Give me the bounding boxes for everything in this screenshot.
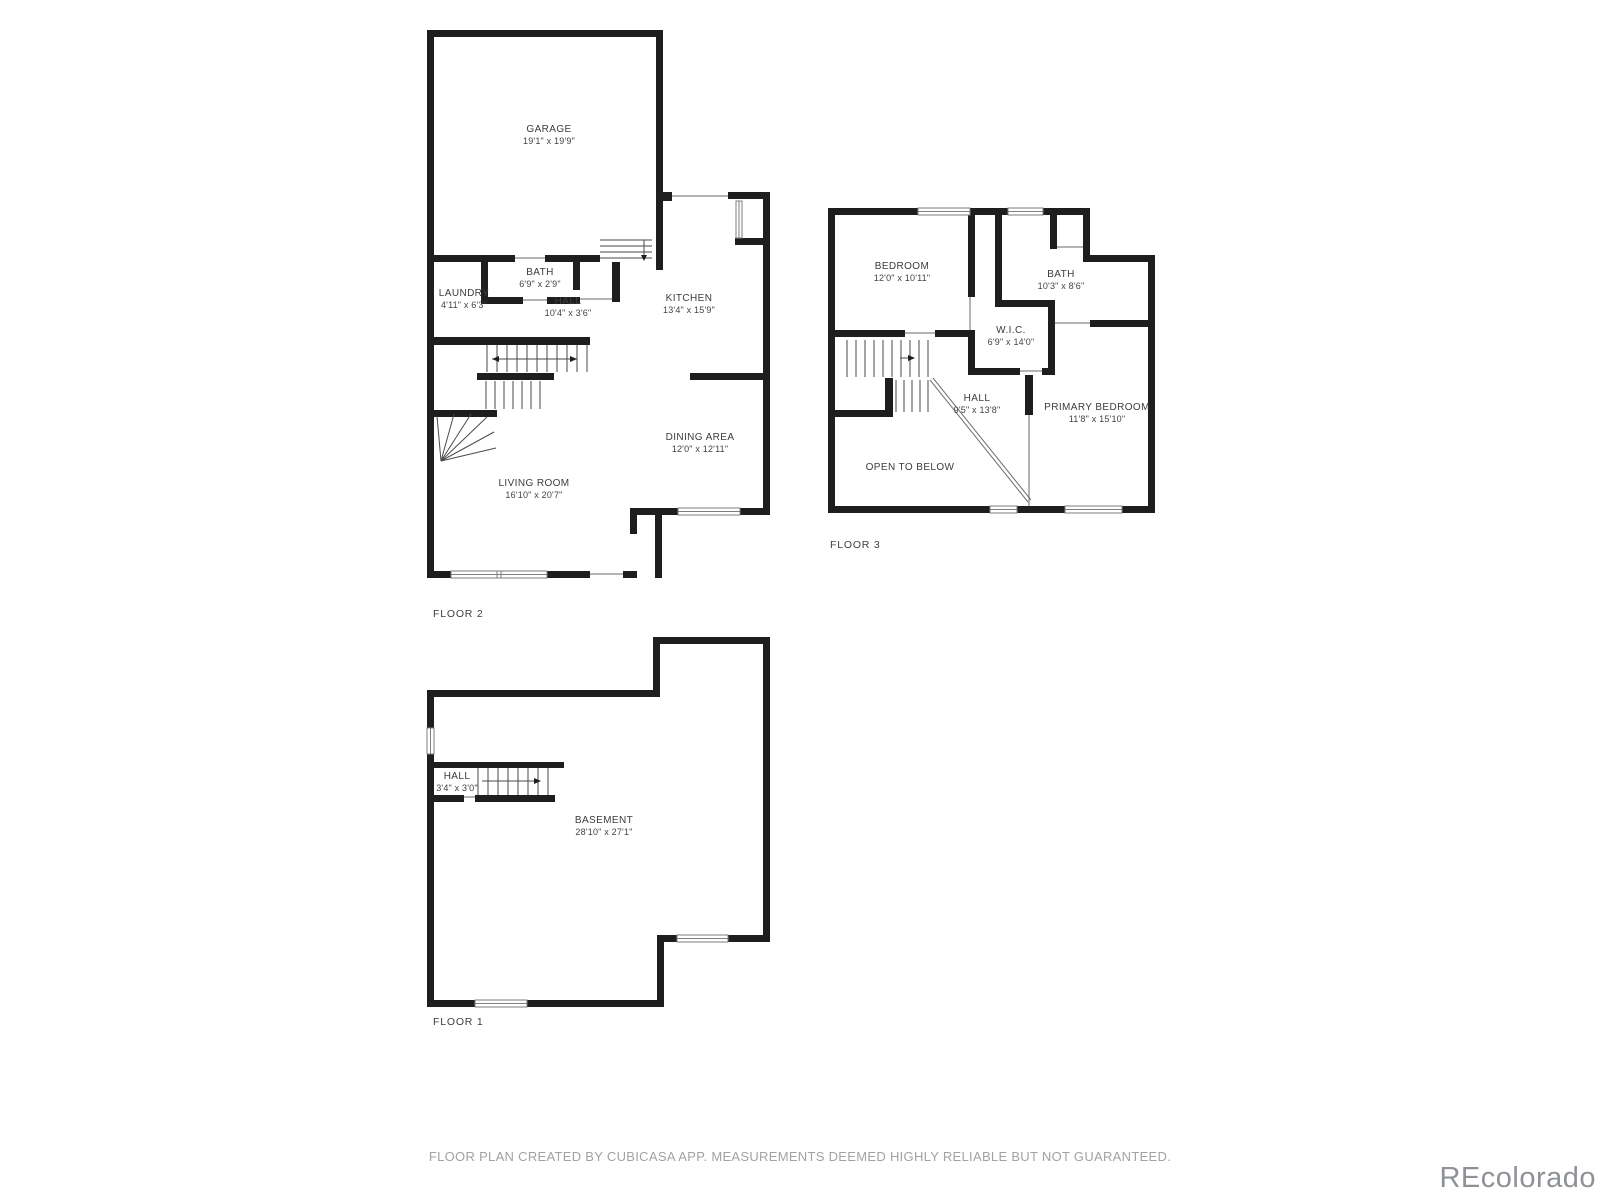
watermark-recolorado: REcolorado <box>1439 1162 1596 1194</box>
room-label-bath-floor3 <box>1038 269 1085 292</box>
room-name: PRIMARY BEDROOM <box>1044 402 1150 413</box>
room-dims: 16'10" x 20'7" <box>505 490 563 500</box>
room-name: LAUNDRY <box>438 288 490 299</box>
floor-caption-2: FLOOR 2 <box>433 608 484 620</box>
room-dims: 9'5" x 13'8" <box>953 405 1001 415</box>
room-name: HALL <box>554 296 582 307</box>
room-label-primary-bedroom <box>1044 402 1150 425</box>
room-dims: 11'8" x 15'10" <box>1068 414 1126 424</box>
room-label-bath-floor2 <box>519 267 561 290</box>
room-label-garage <box>523 124 575 147</box>
room-name: OPEN TO BELOW <box>865 462 955 473</box>
floor1-windows <box>427 728 728 1007</box>
room-label-open-to-below <box>866 462 955 474</box>
room-label-hall-floor1 <box>436 771 478 794</box>
room-name: HALL <box>443 771 471 782</box>
room-name: BASEMENT <box>574 815 634 826</box>
floor-caption-3: FLOOR 3 <box>830 539 881 551</box>
room-name: BATH <box>526 267 554 278</box>
room-name: DINING AREA <box>665 432 735 443</box>
floor2-door-openings <box>515 196 728 574</box>
room-dims: 4'11" x 6'3" <box>440 300 488 310</box>
room-dims: 6'9" x 14'0" <box>987 337 1035 347</box>
room-name: KITCHEN <box>665 293 713 304</box>
room-label-dining-area <box>666 432 735 455</box>
room-label-basement <box>575 815 633 838</box>
room-dims: 19'1" x 19'9" <box>523 136 575 146</box>
room-dims: 13'4" x 15'9" <box>663 305 715 315</box>
room-dims: 10'4" x 3'6" <box>544 308 592 318</box>
room-name: LIVING ROOM <box>498 478 570 489</box>
room-label-wic <box>988 325 1035 348</box>
room-dims: 12'0" x 12'11" <box>671 444 729 454</box>
room-label-bedroom <box>874 261 931 284</box>
room-name: BATH <box>1047 269 1075 280</box>
room-label-hall-floor3 <box>954 393 1001 416</box>
room-name: W.I.C. <box>996 325 1026 336</box>
room-dims: 10'3" x 8'6" <box>1037 281 1085 291</box>
floor1-stairs <box>478 768 548 795</box>
room-dims: 12'0" x 10'11" <box>873 273 931 283</box>
room-dims: 6'9" x 2'9" <box>519 279 561 289</box>
floor-caption-1: FLOOR 1 <box>433 1016 484 1028</box>
footer-disclaimer: FLOOR PLAN CREATED BY CUBICASA APP. MEASUREMENTS DEEMED HIGHLY RELIABLE BUT NOT GUARANTEED. <box>428 1149 1172 1164</box>
room-name: HALL <box>963 393 991 404</box>
room-label-living-room <box>498 478 569 501</box>
room-label-kitchen <box>663 293 715 316</box>
room-name: GARAGE <box>526 124 572 135</box>
room-name: BEDROOM <box>874 261 930 272</box>
room-label-laundry <box>439 288 489 311</box>
room-dims: 28'10" x 27'1" <box>575 827 633 837</box>
room-dims: 3'4" x 3'0" <box>436 783 478 793</box>
room-label-hall-floor2 <box>545 296 592 319</box>
